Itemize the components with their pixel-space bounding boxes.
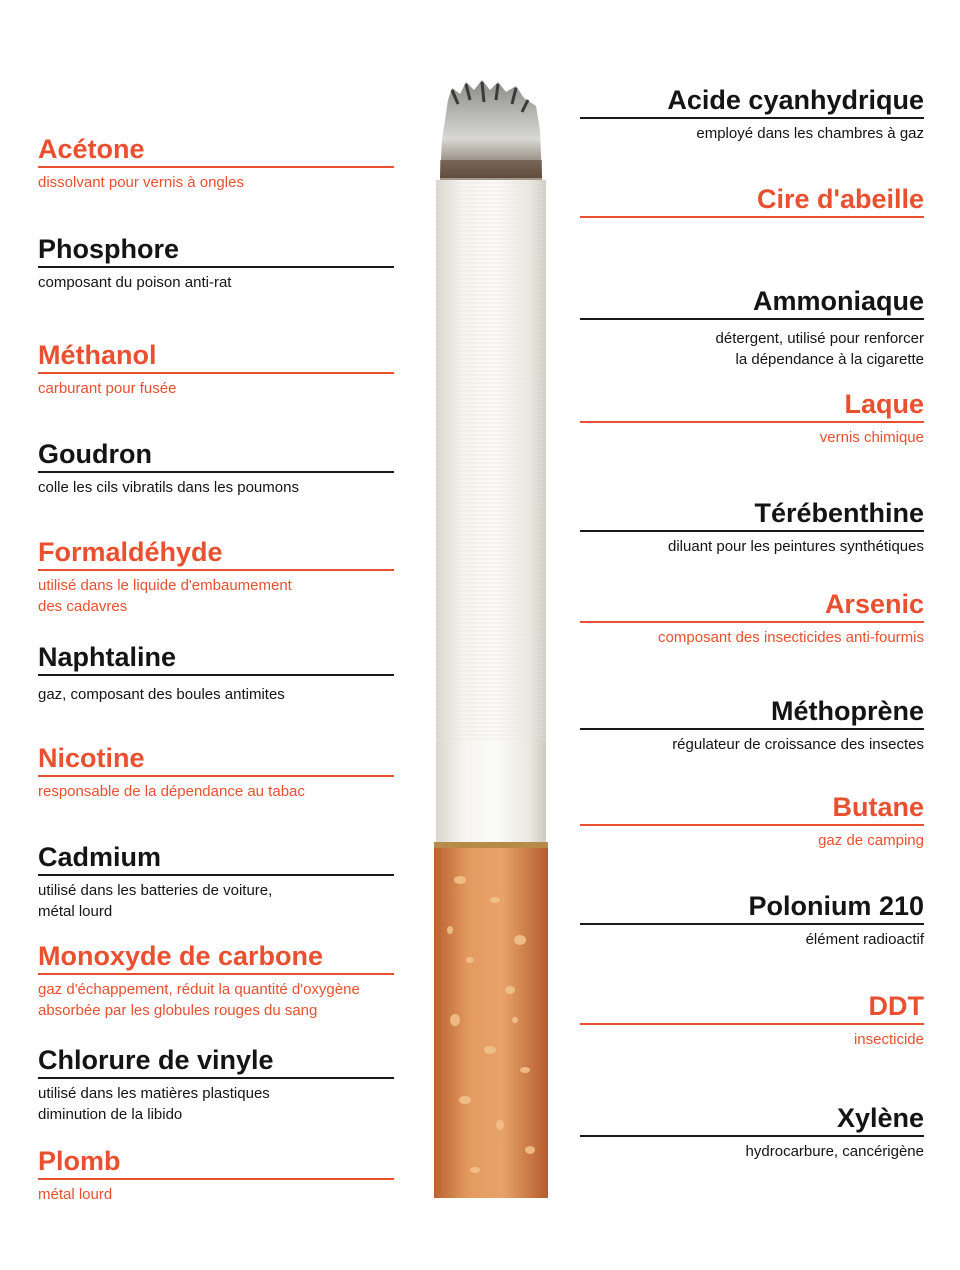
divider: [38, 569, 394, 571]
divider: [38, 973, 394, 975]
ingredient-goudron: [38, 439, 394, 498]
ingredient-description: employé dans les chambres à gaz: [696, 125, 924, 142]
ingredient-acide-cyanhydrique: [580, 85, 924, 144]
ingredient-name: Formaldéhyde: [38, 537, 223, 567]
ingredient-name: Plomb: [38, 1146, 121, 1176]
ingredient-description: la dépendance à la cigarette: [735, 351, 924, 368]
ingredient-description: métal lourd: [38, 903, 113, 920]
ingredient-description: diminution de la libido: [38, 1106, 183, 1123]
ingredient-description: dissolvant pour vernis à ongles: [38, 174, 244, 191]
ingredient-description: hydrocarbure, cancérigène: [745, 1143, 924, 1160]
ingredient-description: des cadavres: [38, 598, 128, 615]
ingredient-name: Monoxyde de carbone: [38, 941, 324, 971]
ingredient-plomb: [38, 1146, 394, 1205]
ingredient-name: Butane: [832, 792, 924, 822]
ingredient-description: composant du poison anti-rat: [38, 274, 232, 291]
ingredient-name: Acétone: [38, 134, 145, 164]
ingredient-description: gaz, composant des boules antimites: [38, 686, 285, 703]
ingredient-description: responsable de la dépendance au tabac: [38, 783, 305, 800]
ingredient-ddt: [580, 991, 924, 1050]
divider: [580, 421, 924, 423]
ingredient-name: Naphtaline: [38, 642, 177, 672]
divider: [38, 1178, 394, 1180]
divider: [580, 530, 924, 532]
divider: [580, 1023, 924, 1025]
divider: [580, 318, 924, 320]
ingredient-name: Méthanol: [38, 340, 157, 370]
ingredient-description: utilisé dans les matières plastiques: [38, 1085, 270, 1102]
ingredient-description: utilisé dans les batteries de voiture,: [38, 882, 273, 899]
divider: [38, 874, 394, 876]
ingredient-monoxyde-de-carbone: [38, 941, 394, 1021]
ingredient-description: détergent, utilisé pour renforcer: [715, 330, 924, 347]
ingredient-name: Cire d'abeille: [757, 184, 924, 214]
ingredient-name: Arsenic: [824, 589, 924, 619]
divider: [38, 1077, 394, 1079]
ingredient-acetone: [38, 134, 394, 193]
ingredient-phosphore: [38, 234, 394, 293]
ingredient-name: Laque: [844, 389, 924, 419]
ingredient-description: utilisé dans le liquide d'embaumement: [38, 577, 292, 594]
ingredient-description: composant des insecticides anti-fourmis: [658, 629, 924, 646]
ingredient-description: vernis chimique: [819, 429, 924, 446]
ingredient-terebenthine: [580, 498, 924, 557]
ingredient-arsenic: [580, 589, 924, 648]
ingredient-name: Goudron: [38, 439, 152, 469]
ingredient-name: Cadmium: [38, 842, 162, 872]
ingredient-polonium-210: [580, 891, 924, 950]
divider: [38, 372, 394, 374]
divider: [38, 166, 394, 168]
ingredient-formaldehyde: [38, 537, 394, 617]
ingredient-butane: [580, 792, 924, 851]
ingredient-description: colle les cils vibratils dans les poumons: [38, 479, 299, 496]
ingredient-description: insecticide: [853, 1031, 924, 1048]
ingredient-name: DDT: [868, 991, 924, 1021]
divider: [38, 674, 394, 676]
divider: [580, 117, 924, 119]
ingredient-description: métal lourd: [38, 1186, 113, 1203]
ingredient-ammoniaque: [580, 286, 924, 370]
ingredient-name: Xylène: [836, 1103, 924, 1133]
ingredient-description: gaz d'échappement, réduit la quantité d'oxygène: [38, 981, 360, 998]
ingredient-name: Chlorure de vinyle: [38, 1045, 274, 1075]
ingredient-laque: [580, 389, 924, 448]
ingredient-cire-d-abeille: [580, 184, 924, 218]
ingredient-methanol: [38, 340, 394, 399]
ingredient-name: Nicotine: [38, 743, 145, 773]
ingredient-description: élément radioactif: [805, 931, 924, 948]
divider: [580, 728, 924, 730]
ingredient-description: gaz de camping: [818, 832, 924, 849]
ingredient-chlorure-de-vinyle: [38, 1045, 394, 1125]
ingredient-description: carburant pour fusée: [38, 380, 177, 397]
divider: [580, 216, 924, 218]
ingredient-name: Méthoprène: [770, 696, 924, 726]
divider: [38, 266, 394, 268]
divider: [580, 923, 924, 925]
ingredient-naphtaline: [38, 642, 394, 705]
divider: [38, 471, 394, 473]
ingredient-name: Térébenthine: [754, 498, 924, 528]
ingredient-name: Phosphore: [38, 234, 180, 264]
ingredient-methoprene: [580, 696, 924, 755]
ingredient-name: Acide cyanhydrique: [667, 85, 924, 115]
divider: [580, 824, 924, 826]
ingredient-cadmium: [38, 842, 394, 922]
ingredient-name: Polonium 210: [748, 891, 924, 921]
ingredient-description: absorbée par les globules rouges du sang: [38, 1002, 318, 1019]
ingredient-description: diluant pour les peintures synthétiques: [668, 538, 924, 555]
cigarette-icon: [400, 60, 560, 1210]
ingredient-xylene: [580, 1103, 924, 1162]
ingredient-nicotine: [38, 743, 394, 802]
ingredient-name: Ammoniaque: [752, 286, 924, 316]
divider: [580, 1135, 924, 1137]
divider: [38, 775, 394, 777]
divider: [580, 621, 924, 623]
ingredient-description: régulateur de croissance des insectes: [672, 736, 924, 753]
